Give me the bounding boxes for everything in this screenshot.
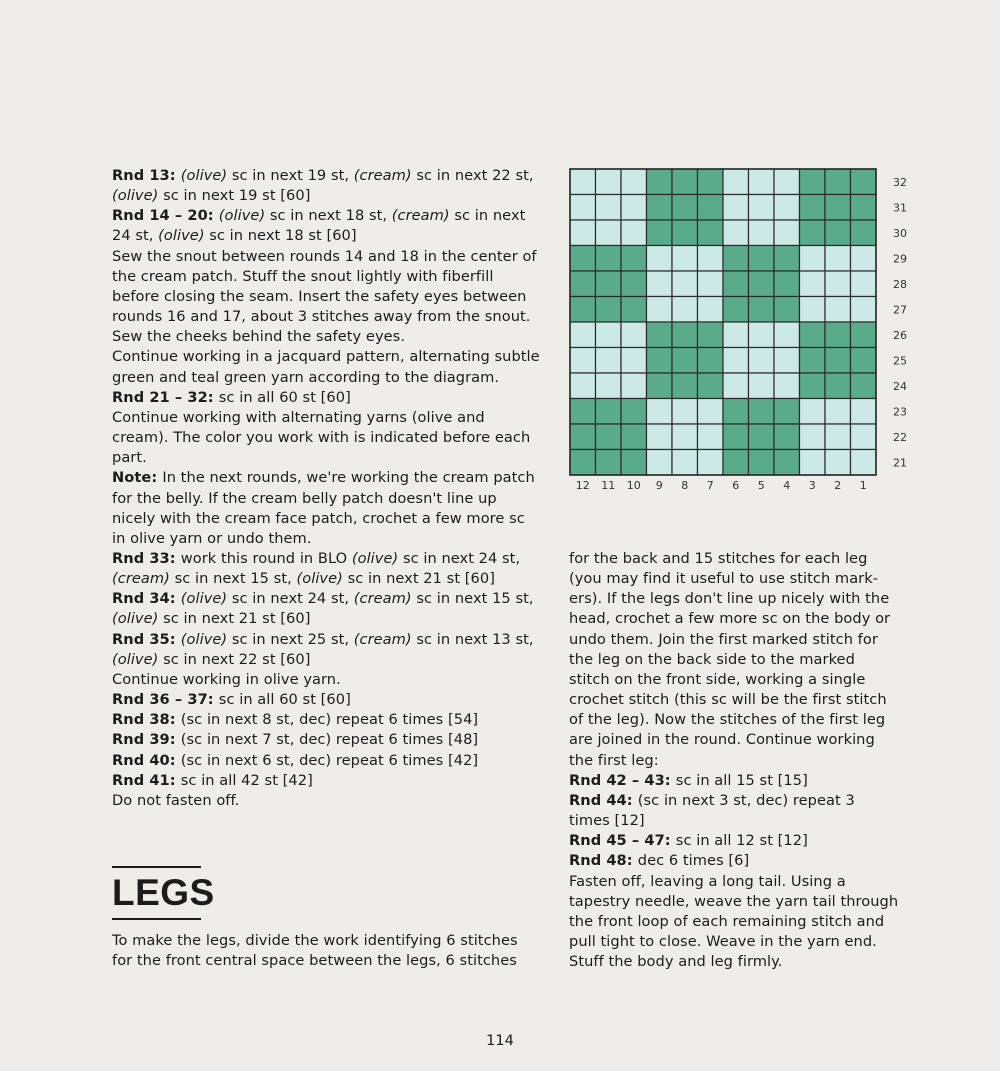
chart-cell xyxy=(749,169,775,195)
chart-cell xyxy=(621,220,647,246)
chart-cell xyxy=(851,246,877,272)
chart-cell xyxy=(774,424,800,450)
chart-cell xyxy=(723,195,749,221)
chart-cell xyxy=(851,271,877,297)
text-run: sc in next 19 st, xyxy=(227,167,354,184)
chart-cell xyxy=(800,297,826,323)
paragraph xyxy=(112,247,542,348)
yarn-color: (cream) xyxy=(353,630,412,648)
bold-label: Rnd 36 – 37: xyxy=(112,691,219,709)
chart-cell xyxy=(800,348,826,374)
row-label: 31 xyxy=(893,201,907,215)
chart-cell xyxy=(672,297,698,323)
text-run: Continue working in a jacquard pattern, alternating subtle green and teal green yarn according to the diagram. xyxy=(112,348,540,386)
chart-cell xyxy=(825,348,851,374)
page-number: 114 xyxy=(486,1033,514,1049)
yarn-color: (olive) xyxy=(158,227,205,245)
text-run: (sc in next 3 st, dec) repeat 3 times [12] xyxy=(569,791,855,830)
heading-rule-bottom xyxy=(112,918,201,920)
paragraph xyxy=(112,931,542,971)
chart-cell xyxy=(647,373,673,399)
chart-cell xyxy=(596,450,622,476)
chart-cell xyxy=(723,424,749,450)
text-run: dec 6 times [6] xyxy=(637,852,750,870)
chart-cell xyxy=(825,424,851,450)
right-column xyxy=(569,549,899,972)
chart-cell xyxy=(800,195,826,221)
bold-label: Rnd 41: xyxy=(112,771,181,789)
chart-cell xyxy=(570,169,596,195)
chart-cell xyxy=(800,246,826,272)
yarn-color: (olive) xyxy=(180,167,228,184)
bold-label: Rnd 44: xyxy=(569,791,638,809)
chart-cell xyxy=(723,169,749,195)
legs-intro xyxy=(112,931,542,971)
column-label: 2 xyxy=(834,479,842,492)
chart-cell xyxy=(851,195,877,221)
chart-cell xyxy=(647,246,673,272)
text-run: sc in next 24 st, xyxy=(112,207,526,245)
row-label: 21 xyxy=(893,456,907,470)
yarn-color: (cream) xyxy=(353,167,412,184)
bold-label: Note: xyxy=(112,469,163,487)
chart-cell xyxy=(723,399,749,425)
text-run: sc in next 13 st, xyxy=(411,630,534,648)
chart-cell xyxy=(621,450,647,476)
chart-cell xyxy=(596,399,622,425)
chart-cell xyxy=(723,450,749,476)
chart-cell xyxy=(570,246,596,272)
chart-cell xyxy=(621,322,647,348)
chart-cell xyxy=(723,348,749,374)
chart-cell xyxy=(800,322,826,348)
text-run: sc in next 19 st [60] xyxy=(158,187,311,205)
chart-cell xyxy=(596,246,622,272)
chart-cell xyxy=(825,297,851,323)
text-run: sc in next 22 st [60] xyxy=(158,650,311,668)
text-run: sc in all 15 st [15] xyxy=(675,771,808,789)
chart-cell xyxy=(749,322,775,348)
chart-cell xyxy=(774,297,800,323)
chart-cell xyxy=(749,399,775,425)
section-heading: LEGS xyxy=(112,872,215,913)
text-run: sc in next 18 st, xyxy=(265,207,392,225)
chart-cell xyxy=(647,297,673,323)
chart-cell xyxy=(749,348,775,374)
chart-cell xyxy=(774,220,800,246)
bold-label: Rnd 39: xyxy=(112,731,181,749)
column-label: 6 xyxy=(732,479,740,492)
text-run: sc in next 18 st [60] xyxy=(204,227,357,245)
paragraph xyxy=(112,347,542,387)
text-run: for the back and 15 stitches for each leg (you may find it useful to use stitch mark-ers). If the legs don't line up nicely with the head, crochet a few more sc on the body or undo them. Join the first marked stitch for the leg on the back side to the marked stitch on the front side, working a single crochet stitch (this sc will be the first stitch of the leg). Now the stitches of the first leg are joined in the round. Continue working the first leg: xyxy=(569,550,891,769)
chart-cell xyxy=(647,195,673,221)
chart-cell xyxy=(672,322,698,348)
chart-cell xyxy=(774,399,800,425)
text-run: Continue working with alternating yarns (olive and cream). The color you work with is indicated before each part. xyxy=(112,408,531,467)
chart-cell xyxy=(800,373,826,399)
chart-cell xyxy=(774,450,800,476)
chart-cell xyxy=(851,373,877,399)
chart-cell xyxy=(800,450,826,476)
chart-cell xyxy=(672,424,698,450)
chart-cell xyxy=(749,220,775,246)
chart-cell xyxy=(800,271,826,297)
column-label: 9 xyxy=(655,479,663,492)
paragraph xyxy=(112,730,542,750)
paragraph xyxy=(569,549,899,771)
paragraph xyxy=(112,206,542,246)
text-run: work this round in BLO xyxy=(180,549,352,567)
column-label: 10 xyxy=(626,479,641,492)
chart-cell xyxy=(647,169,673,195)
text-run: (sc in next 6 st, dec) repeat 6 times [42] xyxy=(180,751,479,769)
text-run: (sc in next 8 st, dec) repeat 6 times [54] xyxy=(180,711,479,729)
paragraph xyxy=(112,630,542,670)
chart-cell xyxy=(800,424,826,450)
chart-cell xyxy=(621,195,647,221)
yarn-color: (olive) xyxy=(112,650,159,668)
chart-cell xyxy=(825,271,851,297)
chart-cell xyxy=(621,246,647,272)
column-label: 4 xyxy=(783,479,791,492)
chart-cell xyxy=(698,373,724,399)
paragraph xyxy=(112,549,542,589)
bold-label: Rnd 21 – 32: xyxy=(112,388,219,406)
chart-cell xyxy=(851,169,877,195)
text-run: sc in next 15 st, xyxy=(411,590,534,608)
chart-cell xyxy=(800,220,826,246)
chart-cell xyxy=(698,271,724,297)
chart-cell xyxy=(800,169,826,195)
paragraph xyxy=(112,408,542,468)
chart-cell xyxy=(570,271,596,297)
text-run: (sc in next 7 st, dec) repeat 6 times [48] xyxy=(180,731,479,749)
chart-cell xyxy=(672,399,698,425)
chart-cell xyxy=(774,246,800,272)
chart-cell xyxy=(672,195,698,221)
paragraph xyxy=(112,670,542,690)
chart-cell xyxy=(698,424,724,450)
chart-cell xyxy=(749,373,775,399)
chart-cell xyxy=(698,348,724,374)
chart-cell xyxy=(825,220,851,246)
chart-cell xyxy=(596,169,622,195)
chart-cell xyxy=(723,373,749,399)
chart-cell xyxy=(570,399,596,425)
chart-cell xyxy=(596,373,622,399)
chart-cell xyxy=(672,220,698,246)
chart-cell xyxy=(851,424,877,450)
text-run: Fasten off, leaving a long tail. Using a tapestry needle, weave the yarn tail through the front loop of each remaining stitch and pull tight to close. Weave in the yarn end. Stuff the body and leg firmly. xyxy=(569,872,899,971)
yarn-color: (cream) xyxy=(391,207,450,225)
yarn-color: (olive) xyxy=(351,549,399,567)
chart-cell xyxy=(596,195,622,221)
row-label: 25 xyxy=(893,354,907,368)
text-run: sc in all 60 st [60] xyxy=(218,691,351,709)
paragraph xyxy=(112,468,542,549)
column-label: 5 xyxy=(757,479,765,492)
chart-cell xyxy=(647,424,673,450)
chart-cell xyxy=(825,246,851,272)
column-label: 8 xyxy=(681,479,689,492)
paragraph xyxy=(112,771,542,791)
chart-cell xyxy=(698,220,724,246)
chart-cell xyxy=(647,271,673,297)
chart-cell xyxy=(774,195,800,221)
chart-cell xyxy=(570,424,596,450)
text-run: sc in next 15 st, xyxy=(169,570,297,588)
chart-cell xyxy=(621,399,647,425)
bold-label: Rnd 40: xyxy=(112,751,181,769)
chart-cell xyxy=(825,195,851,221)
bold-label: Rnd 35: xyxy=(112,630,181,648)
column-label: 7 xyxy=(706,479,714,492)
yarn-color: (olive) xyxy=(180,590,228,608)
chart-cell xyxy=(621,348,647,374)
row-label: 24 xyxy=(893,379,907,393)
chart-cell xyxy=(647,322,673,348)
chart-cell xyxy=(698,322,724,348)
chart-cell xyxy=(570,373,596,399)
chart-cell xyxy=(698,246,724,272)
chart-cell xyxy=(774,348,800,374)
chart-cell xyxy=(621,373,647,399)
chart-cell xyxy=(749,195,775,221)
bold-label: Rnd 45 – 47: xyxy=(569,832,676,850)
row-label: 29 xyxy=(893,252,907,266)
chart-cell xyxy=(596,271,622,297)
chart-cell xyxy=(825,399,851,425)
chart-cell xyxy=(800,399,826,425)
paragraph xyxy=(569,791,899,831)
left-column xyxy=(112,166,542,811)
chart-cell xyxy=(723,220,749,246)
column-label: 11 xyxy=(601,479,616,492)
row-label: 30 xyxy=(893,226,907,240)
chart-cell xyxy=(774,373,800,399)
chart-cell xyxy=(596,348,622,374)
text-run: Continue working in olive yarn. xyxy=(112,670,341,688)
chart-cell xyxy=(672,348,698,374)
chart-cell xyxy=(647,450,673,476)
chart-cell xyxy=(749,271,775,297)
yarn-color: (olive) xyxy=(112,610,159,628)
yarn-color: (cream) xyxy=(112,570,170,588)
chart-cell xyxy=(570,195,596,221)
chart-cell xyxy=(596,424,622,450)
yarn-color: (cream) xyxy=(353,590,412,608)
paragraph xyxy=(569,851,899,871)
chart-cell xyxy=(851,399,877,425)
chart-cell xyxy=(749,246,775,272)
bold-label: Rnd 33: xyxy=(112,549,181,567)
column-label: 12 xyxy=(575,479,590,492)
chart-cell xyxy=(570,348,596,374)
chart-cell xyxy=(749,424,775,450)
chart-cell xyxy=(698,399,724,425)
chart-cell xyxy=(825,450,851,476)
chart-cell xyxy=(570,220,596,246)
chart-cell xyxy=(672,246,698,272)
text-run: sc in next 24 st, xyxy=(227,590,354,608)
chart-cell xyxy=(672,373,698,399)
bold-label: Rnd 13: xyxy=(112,167,181,184)
chart-cell xyxy=(647,220,673,246)
chart-cell xyxy=(825,373,851,399)
paragraph xyxy=(569,872,899,973)
chart-cell xyxy=(698,195,724,221)
bold-label: Rnd 14 – 20: xyxy=(112,207,219,225)
text-run: Sew the snout between rounds 14 and 18 in the center of the cream patch. Stuff the snout lightly with fiberfill before closing the seam. Insert the safety eyes between rounds 16 and 17, about 3 stitches away from the snout. Sew the cheeks behind the safety eyes. xyxy=(112,247,537,346)
bold-label: Rnd 42 – 43: xyxy=(569,771,676,789)
chart-cell xyxy=(621,424,647,450)
chart-cell xyxy=(596,322,622,348)
chart-cell xyxy=(774,322,800,348)
column-label: 3 xyxy=(808,479,816,492)
row-label: 22 xyxy=(893,430,907,444)
paragraph xyxy=(112,751,542,771)
bold-label: Rnd 38: xyxy=(112,711,181,729)
chart-cell xyxy=(621,271,647,297)
paragraph xyxy=(112,710,542,730)
text-run: In the next rounds, we're working the cream patch for the belly. If the cream belly patch doesn't line up nicely with the cream face patch, crochet a few more sc in olive yarn or undo them. xyxy=(112,469,535,547)
legs-heading-block xyxy=(112,866,215,920)
paragraph xyxy=(112,166,542,206)
paragraph xyxy=(112,388,542,408)
chart-cell xyxy=(851,348,877,374)
paragraph xyxy=(569,771,899,791)
paragraph xyxy=(112,791,542,811)
text-run: sc in next 25 st, xyxy=(227,630,354,648)
chart-cell xyxy=(647,348,673,374)
yarn-color: (olive) xyxy=(218,207,266,225)
chart-cell xyxy=(749,297,775,323)
jacquard-chart xyxy=(569,168,909,494)
text-run: Do not fasten off. xyxy=(112,791,240,809)
chart-cell xyxy=(570,297,596,323)
chart-cell xyxy=(851,220,877,246)
chart-cell xyxy=(672,169,698,195)
text-run: sc in next 21 st [60] xyxy=(342,570,495,588)
chart-cell xyxy=(621,169,647,195)
chart-cell xyxy=(698,450,724,476)
chart-cell xyxy=(647,399,673,425)
chart-cell xyxy=(774,169,800,195)
chart-cell xyxy=(698,297,724,323)
text-run: sc in next 21 st [60] xyxy=(158,610,311,628)
yarn-color: (olive) xyxy=(112,187,159,205)
chart-cell xyxy=(672,271,698,297)
chart-cell xyxy=(596,297,622,323)
chart-cell xyxy=(672,450,698,476)
chart-cell xyxy=(723,297,749,323)
text-run: sc in next 24 st, xyxy=(398,549,521,567)
row-label: 32 xyxy=(893,175,907,189)
column-label: 1 xyxy=(859,479,867,492)
bold-label: Rnd 48: xyxy=(569,852,638,870)
chart-cell xyxy=(698,169,724,195)
chart-cell xyxy=(749,450,775,476)
text-run: sc in all 42 st [42] xyxy=(180,771,313,789)
chart-cell xyxy=(723,271,749,297)
chart-cell xyxy=(851,450,877,476)
chart-cell xyxy=(723,246,749,272)
chart-cell xyxy=(825,322,851,348)
row-label: 28 xyxy=(893,277,907,291)
chart-cell xyxy=(596,220,622,246)
bold-label: Rnd 34: xyxy=(112,590,181,608)
paragraph xyxy=(112,589,542,629)
text-run: sc in all 60 st [60] xyxy=(218,388,351,406)
chart-cell xyxy=(621,297,647,323)
paragraph xyxy=(112,690,542,710)
paragraph xyxy=(569,831,899,851)
row-label: 26 xyxy=(893,328,907,342)
chart-cell xyxy=(570,322,596,348)
text-run: To make the legs, divide the work identifying 6 stitches for the front central space between the legs, 6 stitches xyxy=(112,932,518,970)
yarn-color: (olive) xyxy=(180,630,228,648)
yarn-color: (olive) xyxy=(296,570,343,588)
chart-cell xyxy=(825,169,851,195)
text-run: sc in all 12 st [12] xyxy=(675,832,808,850)
text-run: sc in next 22 st, xyxy=(411,167,534,184)
chart-cell xyxy=(570,450,596,476)
row-label: 23 xyxy=(893,405,907,419)
chart-cell xyxy=(851,322,877,348)
chart-cell xyxy=(774,271,800,297)
chart-cell xyxy=(851,297,877,323)
chart-cell xyxy=(723,322,749,348)
row-label: 27 xyxy=(893,303,907,317)
